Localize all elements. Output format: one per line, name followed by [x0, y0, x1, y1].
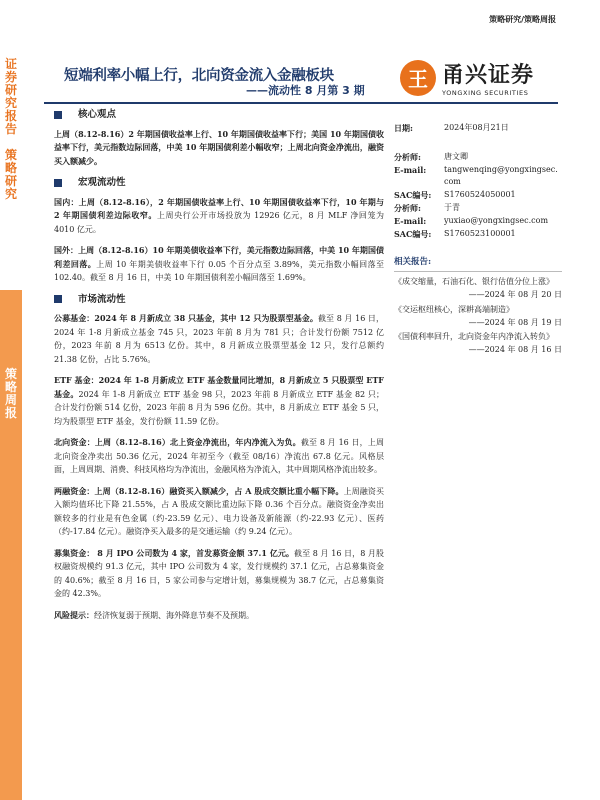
paragraph: [54, 547, 384, 601]
page-subtitle: ——流动性 8 月第 3 期: [246, 84, 365, 97]
section-marker-icon: [54, 295, 62, 303]
side-label-orange: [0, 290, 22, 800]
info-label: 分析师:: [394, 151, 421, 162]
paragraph: [54, 609, 384, 623]
paragraph-lead: 国外：上周（8.12-8.16）10 年期美债收益率下行，美元指数边际回落，中美 10 年期国债利差回落。: [54, 245, 384, 269]
section-heading-text: 核心观点: [78, 109, 117, 120]
side-top-char: 研: [4, 83, 17, 97]
side-top-char: 告: [4, 122, 17, 136]
info-row: [394, 228, 562, 241]
related-report: [394, 304, 562, 330]
side-top-char: 研: [4, 174, 17, 188]
info-label: E-mail:: [394, 164, 427, 175]
paragraph-body: 截至 8 月 16 日，8 月股权融资规模约 91.3 亿元，其中 IPO 公司数为 4 家，发行规模约 37.1 亿元，占总募集资金的 40.6%；截至 8 月 16 日，5 家公司参与定增计划，募集规模为 38.7 亿元，占总募集资金的 42.3%。: [54, 548, 384, 598]
paragraph-lead: 风险提示：: [54, 609, 94, 620]
related-report-date: ——2024 年 08 月 19 日: [468, 317, 562, 327]
info-label: SAC编号:: [394, 228, 432, 239]
info-row: [394, 215, 562, 228]
paragraph-lead: 国内：上周（8.12-8.16），2 年期国债收益率上行、10 年期国债收益率下行，10 年期与 2 年期国债利差边际收窄。: [54, 196, 384, 220]
paragraph-body: 截至 8 月 16 日，上周北向资金净卖出 50.36 亿元，2024 年初至今（截至 08/16）净流出 67.8 亿元。风格层面，上周周期、消费、科技风格均为净流出，金融风格为净流入，其中周期风格净流出较多。: [54, 438, 384, 474]
paragraph-body: 上周融资买入额均值环比下降 21.55%，占 A 股成交额比重边际下降 0.36 个百分点。融资资金净卖出额较多的行业是有色金属（约-23.59 亿元）、电力设备及新能源（约-22.93 亿元）、医药（约-17.84 亿元）。融资净买入最多的是交通运输（约 9.24 亿元）。: [54, 486, 384, 536]
paragraph-body: 2024 年 1-8 月新成立 ETF 基金 98 只，2023 年前 8 月新成立 ETF 基金 82 只；合计发行份额 514 亿份，2023 年前 8 月为 596 亿份。其中，8 月新成立 ETF 基金 5 只，均为股票型 ETF 基金，发行份额 11.59 亿份。: [54, 389, 385, 426]
side-top-char: 证: [4, 57, 17, 71]
section-heading: [54, 293, 384, 307]
paragraph: [54, 312, 384, 366]
page-title: 短端利率小幅上行，北向资金流入金融板块: [64, 68, 334, 84]
info-panel: [394, 122, 562, 359]
info-label: SAC编号:: [394, 190, 432, 201]
paragraph-body: 截至 8 月 16 日，2024 年 1-8 月新成立基金 745 只，2023 年前 8 月为 781 只；合计发行份额 7512 亿份，2023 年前 8 月为 6513 亿份。其中，8 月新成立股票型基金 12 只，发行总额约 21.38 亿份，占比 5.76%。: [54, 314, 384, 364]
side-top-char: 究: [4, 187, 17, 201]
logo-icon: 王: [400, 60, 436, 96]
info-row: [394, 202, 562, 215]
paragraph: [54, 244, 384, 285]
section-marker-icon: [54, 179, 62, 187]
date-value: 2024年08月21日: [444, 123, 509, 132]
paragraph-body: 上周 10 年期美债收益率下行 0.05 个百分点至 3.89%，美元指数小幅回落至 102.40。截至 8 月 16 日，中美 10 年期国债利差小幅回落至 1.69%。: [54, 259, 385, 282]
related-title: 相关报告:: [394, 256, 562, 272]
brand-logo: [400, 58, 534, 97]
paragraph-lead: 北向资金：上周（8.12-8.16）北上资金净流出，年内净流入为负。: [54, 437, 301, 447]
info-label: E-mail:: [394, 215, 427, 226]
info-label: 分析师:: [394, 202, 421, 213]
related-report-title: 《交运枢纽核心，深耕高端制造》: [394, 304, 514, 314]
date-label: 日期:: [394, 123, 413, 133]
paragraph: [54, 128, 384, 169]
main-content: [54, 108, 384, 630]
info-value: tangwenqing@yongxingsec.com: [444, 164, 558, 187]
info-row: [394, 189, 562, 202]
section-heading: [54, 176, 384, 190]
paragraph-lead: 上周（8.12-8.16）2 年期国债收益率上行、10 年期国债收益率下行；美国 10 年期国债收益率下行，美元指数边际回落，中美 10 年期国债利差小幅收窄；上周北向资金净流出，融资买入额减少。: [54, 128, 384, 166]
info-value: S1760524050001: [444, 190, 516, 200]
side-top-char: 策: [4, 148, 17, 162]
related-report-title: 《成交缩量，石油石化、银行估值分位上涨》: [394, 277, 554, 287]
section-heading-text: 市场流动性: [78, 293, 126, 305]
side-top-char: 报: [4, 109, 17, 123]
paragraph-body: 上周央行公开市场投放为 12926 亿元，8 月 MLF 净回笼为 4010 亿元。: [54, 211, 384, 234]
info-value: 于青: [444, 202, 460, 212]
paragraph-lead: 公募基金：2024 年 8 月新成立 38 只基金，其中 12 只为股票型基金。: [54, 313, 318, 323]
info-value: S1760523100001: [444, 228, 516, 238]
side-top-char: 略: [4, 161, 17, 175]
side-top-char: 券: [4, 70, 17, 84]
paragraph: [54, 374, 384, 428]
info-row: [394, 151, 562, 164]
related-report-date: ——2024 年 08 月 20 日: [468, 289, 562, 299]
related-report-title: 《国债利率回升，北向资金年内净流入转负》: [394, 332, 554, 342]
info-value: yuxiao@yongxingsec.com: [444, 215, 549, 225]
section-heading-text: 宏观流动性: [78, 177, 126, 188]
section-heading: [54, 108, 384, 122]
side-orange-char: 策: [4, 367, 17, 381]
paragraph: [54, 436, 384, 477]
paragraph-body: 经济恢复弱于预期、海外降息节奏不及预期。: [94, 610, 254, 620]
logo-en-text: YONGXING SECURITIES: [442, 89, 529, 97]
related-report-date: ——2024 年 08 月 16 日: [468, 345, 562, 355]
side-orange-char: 略: [4, 380, 17, 394]
related-report: [394, 331, 562, 357]
section-marker-icon: [54, 111, 62, 119]
section: [54, 293, 384, 623]
paragraph-lead: 两融资金：上周（8.12-8.16）融资买入额减少，占 A 股成交额比重小幅下降。: [54, 485, 344, 496]
header-tag: 策略研究/策略周报: [489, 15, 556, 24]
related-report: [394, 276, 562, 302]
logo-cn-text: 甬兴证券: [442, 63, 535, 88]
side-orange-char: 报: [4, 406, 17, 420]
side-orange-char: 周: [4, 393, 17, 407]
paragraph: [54, 196, 384, 237]
date-row: [394, 122, 562, 135]
side-label-top: [0, 58, 22, 201]
section: [54, 176, 384, 285]
paragraph: [54, 485, 384, 539]
info-value: 唐文卿: [444, 151, 468, 161]
section: [54, 108, 384, 168]
title-divider: [44, 102, 558, 104]
side-top-char: 究: [4, 96, 17, 110]
info-row: [394, 164, 562, 190]
paragraph-lead: ETF 基金：2024 年 1-8 月新成立 ETF 基金数量同比增加，8 月新成立 5 只股票型 ETF 基金。: [54, 375, 384, 399]
paragraph-lead: 募集资金： 8 月 IPO 公司数为 4 家，首发募资金额 37.1 亿元。: [54, 547, 295, 558]
